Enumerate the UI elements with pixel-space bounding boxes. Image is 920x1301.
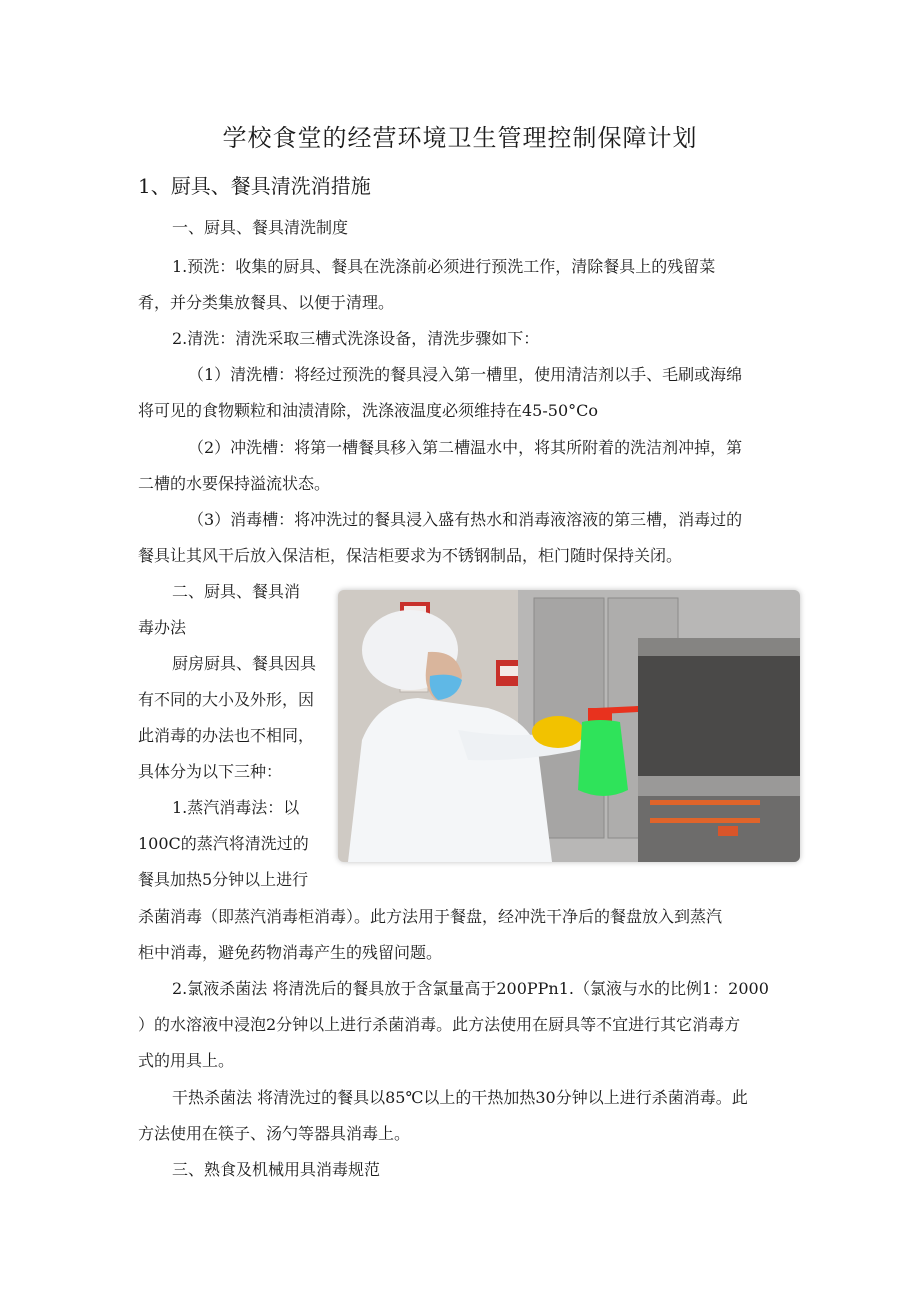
paragraph-step1-line1: （1）清洗槽：将经过预洗的餐具浸入第一槽里，使用清洁剂以手、毛刷或海绵	[188, 365, 743, 384]
disinfection-illustration	[338, 590, 800, 862]
paragraph-steam-line3: 餐具加热5分钟以上进行	[138, 870, 309, 889]
paragraph-chlorine-line3: 式的用具上。	[138, 1051, 235, 1070]
paragraph-steam-line5: 柜中消毒，避免药物消毒产生的残留问题。	[138, 943, 443, 962]
document-title: 学校食堂的经营环境卫生管理控制保障计划	[222, 124, 698, 152]
paragraph-intro-line2: 有不同的大小及外形，因	[138, 690, 315, 709]
paragraph-prewash-line2: 肴，并分类集放餐具、以便于清理。	[138, 293, 395, 312]
paragraph-intro-line3: 此消毒的办法也不相同，	[138, 726, 315, 745]
disinfection-photo	[338, 590, 800, 862]
paragraph-wash: 2.清洗：清洗采取三槽式洗涤设备，清洗步骤如下：	[172, 329, 540, 348]
paragraph-dryheat-line2: 方法使用在筷子、汤勺等器具消毒上。	[138, 1124, 411, 1143]
paragraph-steam-line2: 100C的蒸汽将清洗过的	[138, 834, 309, 853]
subheading-cleaning-system: 一、厨具、餐具清洗制度	[172, 218, 349, 237]
paragraph-chlorine-line1: 2.氯液杀菌法 将清洗后的餐具放于含氯量高于200PPn1.（氯液与水的比例1：2000	[172, 979, 769, 998]
paragraph-step1-line2: 将可见的食物颗粒和油渍清除，洗涤液温度必须维持在45-50°Co	[138, 401, 599, 420]
subheading-disinfection-line1: 二、厨具、餐具消	[172, 582, 301, 601]
paragraph-steam-line4: 杀菌消毒（即蒸汽消毒柜消毒）。此方法用于餐盘，经冲洗干净后的餐盘放入到蒸汽	[138, 907, 723, 926]
section-heading: 1、厨具、餐具清洗消措施	[138, 174, 371, 198]
paragraph-steam-line1: 1.蒸汽消毒法：以	[172, 798, 300, 817]
paragraph-step2-line1: （2）冲洗槽：将第一槽餐具移入第二槽温水中，将其所附着的洗洁剂冲掉，第	[188, 438, 743, 457]
paragraph-step3-line1: （3）消毒槽：将冲洗过的餐具浸入盛有热水和消毒液溶液的第三槽，消毒过的	[188, 510, 743, 529]
subheading-disinfection-line2: 毒办法	[138, 618, 187, 637]
paragraph-chlorine-line2: ）的水溶液中浸泡2分钟以上进行杀菌消毒。此方法使用在厨具等不宜进行其它消毒方	[138, 1015, 741, 1034]
paragraph-step3-line2: 餐具让其风干后放入保洁柜，保洁柜要求为不锈钢制品，柜门随时保持关闭。	[138, 546, 683, 565]
paragraph-intro-line4: 具体分为以下三种：	[138, 762, 283, 781]
paragraph-prewash-line1: 1.预洗：收集的厨具、餐具在洗涤前必须进行预洗工作，清除餐具上的残留菜	[172, 257, 716, 276]
subheading-cooked-food: 三、熟食及机械用具消毒规范	[172, 1160, 381, 1179]
paragraph-dryheat-line1: 干热杀菌法 将清洗过的餐具以85℃以上的干热加热30分钟以上进行杀菌消毒。此	[172, 1088, 748, 1107]
paragraph-intro-line1: 厨房厨具、餐具因具	[172, 654, 317, 673]
paragraph-step2-line2: 二槽的水要保持溢流状态。	[138, 474, 331, 493]
